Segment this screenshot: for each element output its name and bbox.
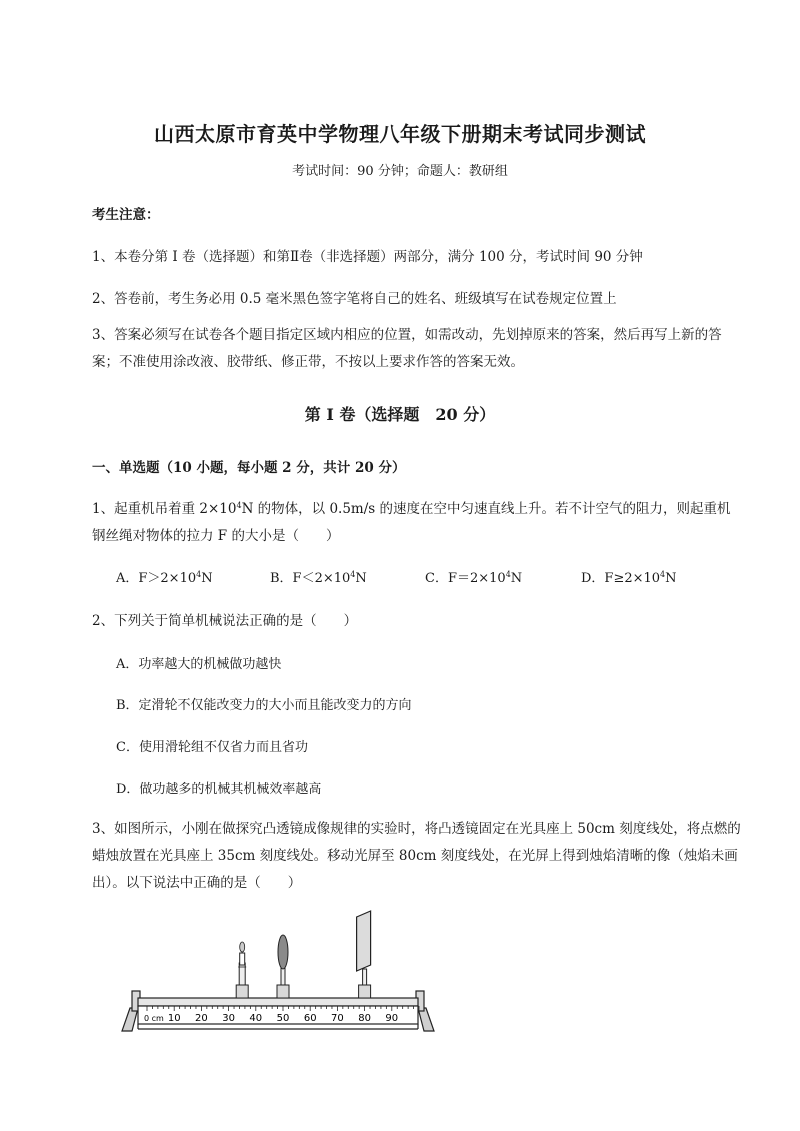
candle xyxy=(236,942,248,998)
q1-option-d-post: N xyxy=(665,571,677,586)
q1-option-d-exp: 4 xyxy=(660,570,666,579)
q1-option-c-exp: 4 xyxy=(505,570,511,579)
q2-option-b[interactable]: B．定滑轮不仅能改变力的大小而且能改变力的方向 xyxy=(116,698,412,713)
q1-option-d-pre: D．F≥2×10 xyxy=(581,571,661,586)
scale-unit-label: 0 cm xyxy=(144,1014,164,1023)
q1-option-a[interactable] xyxy=(116,567,213,586)
scale-label-70: 70 xyxy=(331,1013,344,1024)
notice-heading: 考生注意： xyxy=(92,207,160,223)
q1-stem-a: 1、起重机吊着重 2×10 xyxy=(92,501,237,517)
q1-option-a-pre: A．F＞2×10 xyxy=(116,571,197,586)
scale-label-10: 10 xyxy=(167,1013,181,1024)
section-title: 第 I 卷（选择题 20 分） xyxy=(304,405,496,424)
q1-option-b-post: N xyxy=(355,571,367,586)
q1-option-c-pre: C．F＝2×10 xyxy=(425,571,506,586)
q1-option-b-exp: 4 xyxy=(350,570,356,579)
scale-label-90: 90 xyxy=(385,1013,399,1024)
q1-option-a-exp: 4 xyxy=(196,570,202,579)
scale-label-50: 50 xyxy=(276,1013,290,1024)
q1-option-c[interactable] xyxy=(425,567,522,586)
light-screen xyxy=(357,911,371,998)
q1-option-c-post: N xyxy=(510,571,523,586)
scale-label-80: 80 xyxy=(358,1013,371,1024)
q1-option-b-pre: B．F＜2×10 xyxy=(270,571,351,586)
notice-item-2: 2、答卷前，考生务必用 0.5 毫米黑色签字笔将自己的姓名、班级填写在试卷规定位置上 xyxy=(92,291,617,307)
part-heading: 一、单选题（10 小题，每小题 2 分，共计 20 分） xyxy=(92,460,406,476)
q2-option-c[interactable]: C．使用滑轮组不仅省力而且省功 xyxy=(116,740,308,755)
notice-item-1: 1、本卷分第 I 卷（选择题）和第Ⅱ卷（非选择题）两部分，满分 100 分，考试时间 90 分钟 xyxy=(92,249,643,265)
convex-lens xyxy=(277,935,289,998)
scale-label-30: 30 xyxy=(222,1013,235,1024)
q2-option-d[interactable]: D．做功越多的机械其机械效率越高 xyxy=(116,782,322,797)
scale-label-20: 20 xyxy=(195,1013,208,1024)
exam-subtitle: 考试时间：90 分钟；命题人：教研组 xyxy=(292,164,508,179)
question-1-stem xyxy=(92,492,742,550)
q1-option-b[interactable] xyxy=(270,567,367,586)
question-2-stem: 2、下列关于简单机械说法正确的是（ ） xyxy=(92,613,358,629)
q1-stem-exponent: 4 xyxy=(236,501,242,510)
exam-title: 山西太原市育英中学物理八年级下册期末考试同步测试 xyxy=(154,122,646,146)
q1-stem-b: N 的物体，以 0.5m/s 的速度在空中匀速直线上升。若不计空气的阻力，则起重机钢丝绳对物体的拉力 F 的大小是（ ） xyxy=(92,501,731,544)
bench-rail-top xyxy=(138,998,418,1006)
q1-option-d[interactable] xyxy=(581,567,677,586)
optical-bench-figure xyxy=(118,905,448,1040)
q2-option-a[interactable]: A．功率越大的机械做功越快 xyxy=(116,657,282,672)
question-3-stem: 3、如图所示，小刚在做探究凸透镜成像规律的实验时，将凸透镜固定在光具座上 50cm 刻度线处，将点燃的蜡烛放置在光具座上 35cm 刻度线处。移动光屏至 80cm 刻度线处，在光屏上得到烛焰清晰的像（烛焰未画出）。以下说法中正确的是（ ） xyxy=(92,821,741,891)
scale-label-40: 40 xyxy=(249,1013,263,1024)
q1-option-a-post: N xyxy=(201,571,213,586)
notice-item-3: 3、答案必须写在试卷各个题目指定区域内相应的位置，如需改动，先划掉原来的答案，然后再写上新的答案；不准使用涂改液、胶带纸、修正带，不按以上要求作答的答案无效。 xyxy=(92,327,722,370)
scale-label-60: 60 xyxy=(303,1013,317,1024)
